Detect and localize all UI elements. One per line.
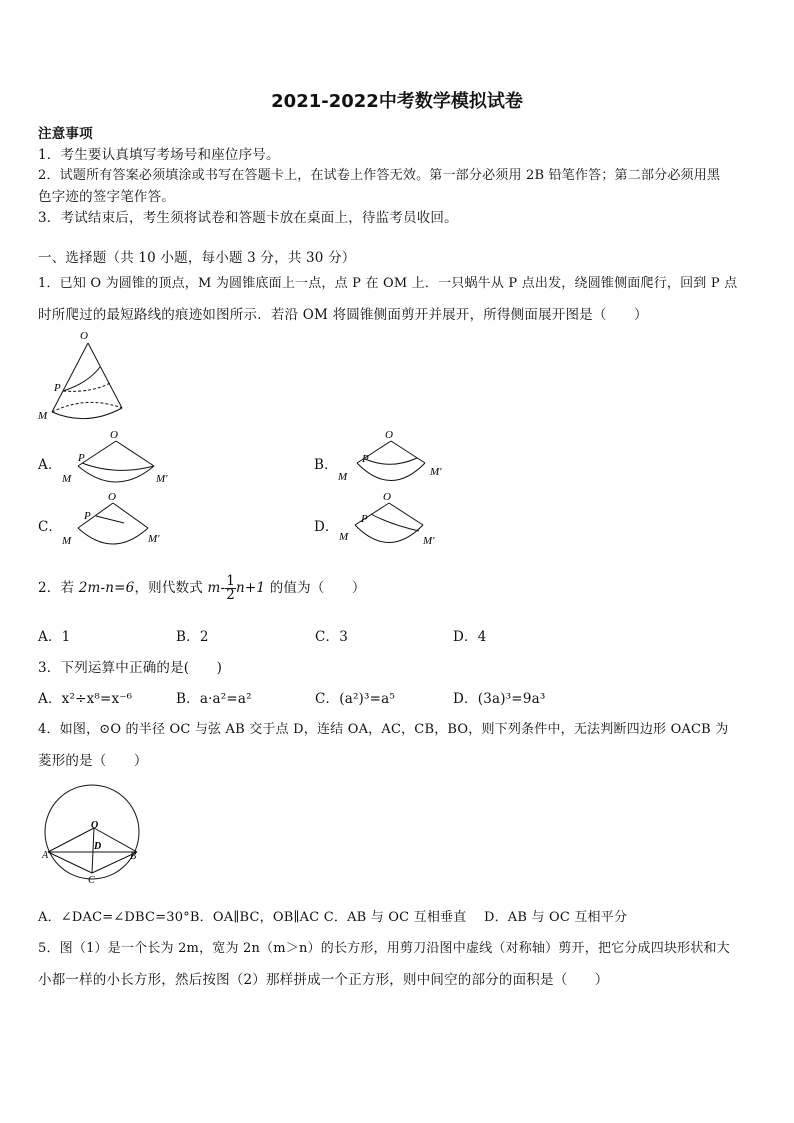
svg-text:O: O: [91, 820, 99, 831]
q1-option-a-label: A．: [38, 457, 62, 473]
svg-text:M: M: [62, 535, 72, 547]
svg-text:A: A: [42, 850, 49, 861]
svg-text:M': M': [423, 535, 435, 547]
q1-option-b-figure: [335, 428, 455, 490]
q5-stem-line2: 小都一样的小长方形，然后按图（2）那样拼成一个正方形，则中间空的部分的面积是（ ）: [38, 972, 609, 988]
svg-text:O: O: [383, 491, 391, 503]
q4-stem-line1: 4．如图，⊙O 的半径 OC 与弦 AB 交于点 D，连结 OA，AC，CB，BO，则下列条件中，无法判断四边形 OACB 为: [38, 722, 729, 737]
q3-stem: 3．下列运算中正确的是( ): [38, 660, 223, 676]
q1-option-c-figure: [58, 490, 178, 552]
notice-item-2: 2．试题所有答案必须填涂或书写在答题卡上，在试卷上作答无效。第一部分必须用 2B 铅笔作答；第二部分必须用黑: [38, 168, 721, 183]
cone-figure: [30, 325, 130, 425]
q1-stem-line1: 1．已知 O 为圆锥的顶点，M 为圆锥底面上一点，点 P 在 OM 上．一只蜗牛从 P 点出发，绕圆锥侧面爬行，回到 P 点: [38, 276, 738, 291]
q3-option-c: C．(a²)³=a⁵: [315, 691, 396, 707]
section-heading: 一、选择题（共 10 小题，每小题 3 分，共 30 分）: [38, 250, 356, 266]
circle-figure: [38, 778, 148, 888]
q4-stem-line2: 菱形的是（ ）: [38, 753, 148, 769]
svg-text:M: M: [62, 473, 72, 485]
svg-text:M': M': [430, 466, 442, 478]
svg-text:M: M: [339, 531, 349, 543]
svg-text:P: P: [84, 510, 91, 522]
page-title: 2021-2022中考数学模拟试卷: [271, 91, 523, 112]
q2-stem: 2．若 2m-n=6，则代数式 m- $\frac{1}{2}$ n+1 的值为（ ）: [38, 573, 366, 603]
svg-text:P: P: [78, 452, 85, 464]
cone-label-o: O: [80, 330, 88, 342]
svg-text:M': M': [156, 473, 168, 485]
svg-text:M: M: [338, 471, 348, 483]
q2-fraction: $\frac{1}{2}$: [226, 573, 235, 603]
svg-text:M': M': [148, 533, 160, 545]
cone-label-p: P: [54, 382, 61, 394]
notice-heading: 注意事项: [38, 126, 93, 142]
cone-label-m: M: [38, 410, 48, 422]
q1-option-d-figure: [335, 490, 455, 552]
q1-option-a-figure: [58, 428, 178, 490]
q3-option-d: D．(3a)³=9a³: [453, 691, 546, 707]
q2-option-b: B．2: [176, 629, 209, 645]
q2-option-c: C．3: [315, 629, 349, 645]
q3-option-b: B．a·a²=a²: [176, 691, 252, 707]
q3-option-a: A．x²÷x⁸=x⁻⁶: [38, 691, 133, 707]
q1-stem-line2: 时所爬过的最短路线的痕迹如图所示．若沿 OM 将圆锥侧面剪开并展开，所得侧面展开图是（ ）: [38, 307, 648, 323]
svg-text:O: O: [108, 491, 116, 503]
q4-options: A．∠DAC=∠DBC=30°B．OA∥BC，OB∥AC C．AB 与 OC 互相垂直 D．AB 与 OC 互相平分: [38, 910, 628, 925]
q2-option-d: D．4: [453, 629, 487, 645]
q2-option-a: A．1: [38, 629, 71, 645]
q1-option-b-label: B．: [314, 457, 338, 473]
q1-option-d-label: D．: [314, 519, 339, 535]
notice-item-2-cont: 色字迹的签字笔作答。: [38, 189, 175, 205]
svg-text:P: P: [361, 513, 368, 525]
q5-stem-line1: 5．图（1）是一个长为 2m，宽为 2n（m＞n）的长方形，用剪刀沿图中虚线（对称轴）剪开，把它分成四块形状和大: [38, 941, 730, 956]
svg-text:O: O: [385, 429, 393, 441]
svg-text:O: O: [110, 429, 118, 441]
notice-item-3: 3．考试结束后，考生须将试卷和答题卡放在桌面上，待监考员收回。: [38, 210, 458, 226]
svg-text:C: C: [88, 875, 95, 886]
svg-text:P: P: [362, 453, 369, 465]
svg-text:D: D: [94, 841, 102, 852]
notice-item-1: 1．考生要认真填写考场号和座位序号。: [38, 147, 280, 163]
q1-option-c-label: C．: [38, 519, 63, 535]
svg-text:B: B: [130, 851, 137, 862]
